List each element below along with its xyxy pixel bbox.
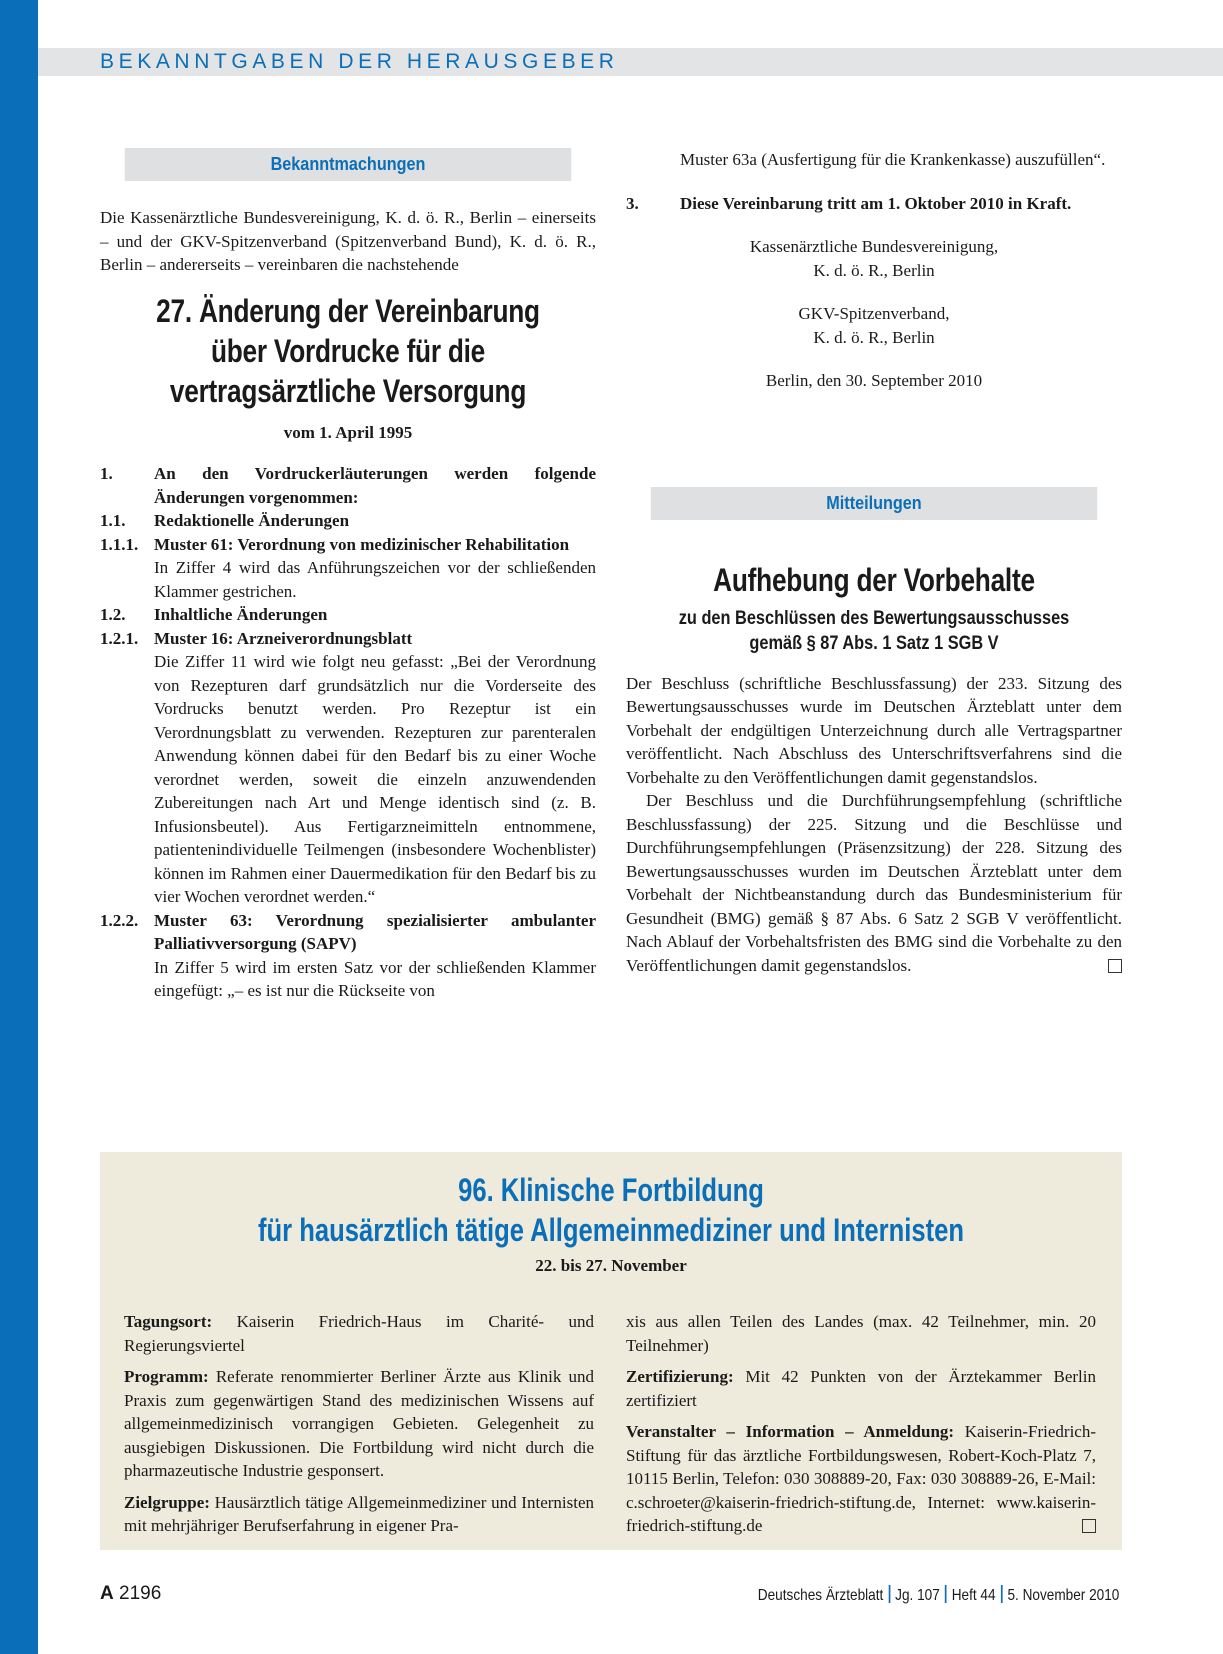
notice-subtitle-line2: gemäß § 87 Abs. 1 Satz 1 SGB V xyxy=(749,632,999,654)
list-item: 1.2.1. Muster 16: Arzneiverordnungsblatt Die Ziffer 11 wird wie folgt neu gefasst: „Bei der Verordnung von Rezepturen darf grundsätzlich nur die Vorderseite des Vordrucks benutzt werden. Pro Rezeptur ist ein Verordnungsblatt zu verwenden. Rezepturen zur parenteralen Anwendung können dabei für den Bedarf bis zu einer Woche verordnet werden, soweit die einzeln anzuwendenden Zubereitungen nach Art und Menge identisch sind (z. B. Infusionsbeutel). Aus Fertigarzneimitteln entnommene, patientenindividuelle Teilmengen (insbesondere Wochenblister) können im Rahmen einer Dauermedikation für den Bedarf bis zu vier Wochen verordnet werden.“ xyxy=(100,628,596,906)
zertifizierung: Zertifizierung: Mit 42 Punkten von der Ärztekammer Berlin zertifiziert xyxy=(626,1367,1096,1410)
journal-footer: Deutsches Ärzteblatt Jg. 107 Heft 44 5. November 2010 xyxy=(757,1587,1119,1604)
list-item: 3. Diese Vereinbarung tritt am 1. Oktober 2010 in Kraft. xyxy=(626,193,1072,213)
tagungsort: Tagungsort: Kaiserin Friedrich-Haus im Charité- und Regierungsviertel xyxy=(124,1312,594,1355)
article-title-line3: vertragsärztliche Versorgung xyxy=(169,372,527,409)
fortbildung-title-line1: 96. Klinische Fortbildung xyxy=(458,1172,764,1208)
side-color-bar xyxy=(0,0,38,1654)
notice-title: Aufhebung der Vorbehalte xyxy=(713,561,1035,598)
zielgruppe: Zielgruppe: Hausärztlich tätige Allgemeinmediziner und Internisten mit mehrjähriger Berufserfahrung in eigener Pra- xyxy=(124,1492,595,1535)
list-item: 1.1. Redaktionelle Änderungen xyxy=(100,511,350,530)
fortbildung-right-column xyxy=(626,1310,1096,1546)
article-title-line1: 27. Änderung der Vereinbarung xyxy=(156,292,540,329)
end-mark-icon xyxy=(1082,1519,1096,1533)
fortbildung-date: 22. bis 27. November xyxy=(535,1256,687,1275)
signature-gkv: GKV-Spitzenverband, K. d. ö. R., Berlin xyxy=(798,304,950,347)
signature-kbv: Kassenärztliche Bundesvereinigung, K. d. ö. R., Berlin xyxy=(749,237,999,280)
continued-text: Muster 63a (Ausfertigung für die Krankenkasse) auszufüllen“. xyxy=(680,150,1106,169)
veranstalter: Veranstalter – Information – Anmeldung: Kaiserin-Friedrich-Stiftung für das ärztliche Fortbildungswesen, Robert-Koch-Platz 7, 10115 Berlin, Telefon: 030 308889-20, Fax: 030 308889-26, E-Mail: c.schroeter@kaiserin-friedrich-stiftung.de, Internet: www.kaiserin-friedrich-stiftung.de xyxy=(626,1422,1097,1535)
zielgruppe-continued: xis aus allen Teilen des Landes (max. 42 Teilnehmer, min. 20 Teilnehmer) xyxy=(626,1312,1096,1355)
section-label-mitteilungen: Mitteilungen xyxy=(651,487,1097,520)
place-date: Berlin, den 30. September 2010 xyxy=(765,371,983,390)
list-item: 1. An den Vordruckerläuterungen werden folgende Änderungen vorgenommen: xyxy=(100,464,596,507)
page-number: A 2196 xyxy=(100,1583,162,1604)
notice-subtitle-line1: zu den Beschlüssen des Bewertungsausschusses xyxy=(678,607,1070,629)
list-item: 1.1.1. Muster 61: Verordnung von medizinischer Rehabilitation In Ziffer 4 wird das Anführungszeichen vor der schließenden Klammer gestrichen. xyxy=(100,534,596,601)
notice-paragraph-2: Der Beschluss und die Durchführungsempfehlung (schriftliche Beschlussfassung) der 225. Sitzung und die Beschlüsse und Durchführungsempfehlungen (Präsenzsitzung) der 228. Sitzung des Bewertungsausschusses wurden im Deutschen Ärzteblatt unter dem Vorbehalt der Nichtbeanstandung durch das Bundesministerium für Gesundheit (BMG) gemäß § 87 Abs. 6 Satz 2 SGB V veröffentlicht. Nach Ablauf der Vorbehaltsfristen des BMG sind die Vorbehalte zu den Veröffentlichungen damit gegenstandslos. xyxy=(626,791,1122,975)
list-item: 1.2. Inhaltliche Änderungen xyxy=(100,605,328,624)
fortbildung-title xyxy=(100,1170,1122,1250)
left-column xyxy=(100,148,596,1003)
end-mark-icon xyxy=(1108,959,1122,973)
fortbildung-title-line2: für hausärztlich tätige Allgemeinmediziner und Internisten xyxy=(258,1212,964,1248)
separator xyxy=(888,1585,890,1603)
list-item: 1.2.2. Muster 63: Verordnung spezialisierter ambulanter Palliativversorgung (SAPV) In Ziffer 5 wird im ersten Satz vor der schließenden Klammer eingefügt: „– es ist nur die Rückseite von xyxy=(100,910,596,1000)
article-title xyxy=(100,291,596,411)
programm: Programm: Referate renommierter Berliner Ärzte aus Klinik und Praxis zum gegenwärtigen Stand des medizinischen Wissens auf allgemeinmedizinisch vorrangigen Gebieten. Gelegenheit zu ausgiebigen Diskussionen. Die Fortbildung wird nicht durch die pharmazeutische Industrie gesponsert. xyxy=(124,1367,594,1480)
separator xyxy=(1000,1585,1002,1603)
section-header: BEKANNTGABEN DER HERAUSGEBER xyxy=(100,50,619,73)
fortbildung-left-column xyxy=(124,1310,594,1546)
separator xyxy=(945,1585,947,1603)
fortbildung-box xyxy=(100,1152,1122,1550)
article-title-line2: über Vordrucke für die xyxy=(210,332,486,369)
section-label-bekanntmachungen: Bekanntmachungen xyxy=(125,148,571,181)
notice-paragraph-1: Der Beschluss (schriftliche Beschlussfassung) der 233. Sitzung des Bewertungsausschusses wurde im Deutschen Ärzteblatt unter dem Vorbehalt der endgültigen Unterzeichnung durch alle Vertragspartner veröffentlicht. Nach Abschluss des Unterschriftsverfahrens sind die Vorbehalte zu den Veröffentlichungen damit gegenstandslos. xyxy=(626,673,1122,787)
intro-paragraph: Die Kassenärztliche Bundesvereinigung, K. d. ö. R., Berlin – einerseits – und der GKV-Spitzenverband (Spitzenverband Bund), K. d. ö. R., Berlin – andererseits – vereinbaren die nachstehende xyxy=(100,208,596,274)
right-column xyxy=(626,148,1122,977)
article-date: vom 1. April 1995 xyxy=(283,422,413,442)
